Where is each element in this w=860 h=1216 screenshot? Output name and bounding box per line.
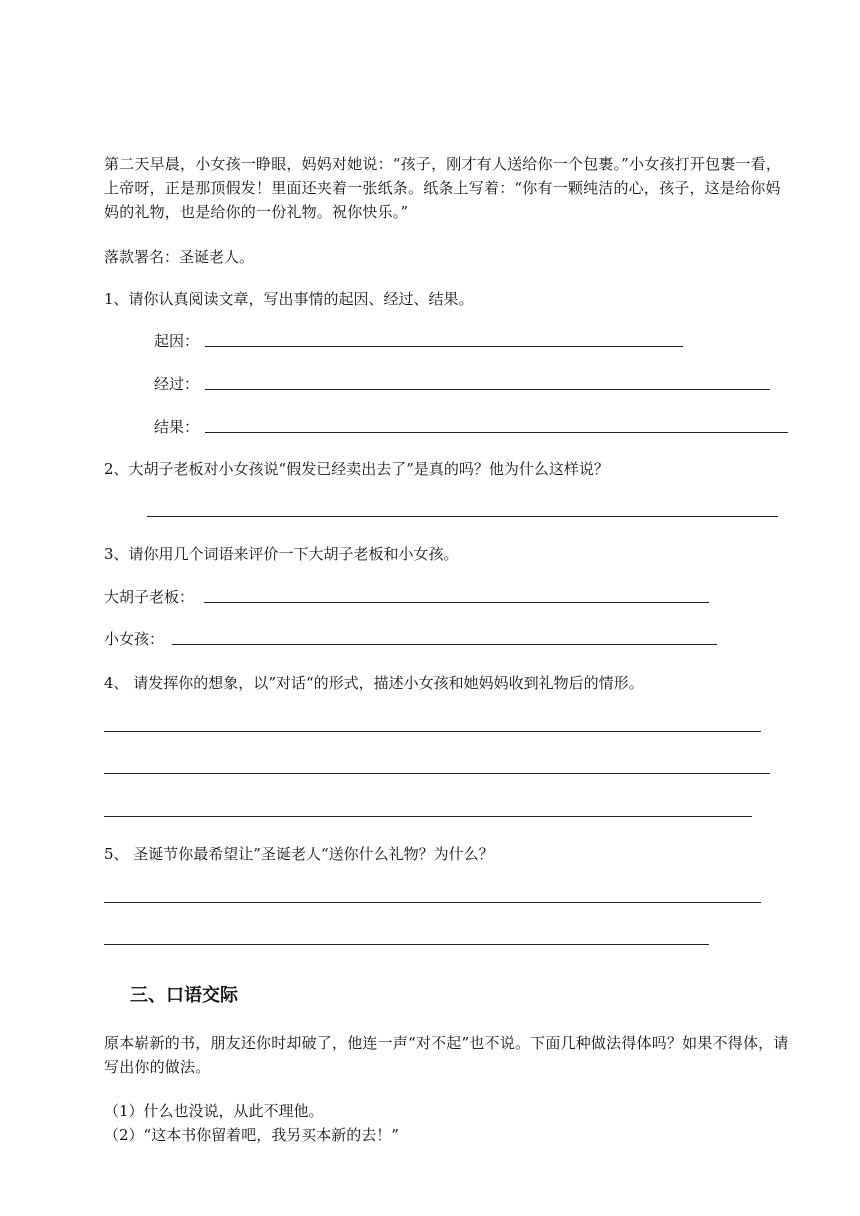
question-1-text: 1、请你认真阅读文章，写出事情的起因、经过、结果。 — [104, 290, 474, 308]
girl-label: 小女孩： — [104, 630, 165, 648]
question-3-text: 3、请你用几个词语来评价一下大胡子老板和小女孩。 — [104, 545, 459, 563]
cause-label: 起因： — [154, 332, 200, 350]
process-label: 经过： — [154, 375, 200, 393]
question-5-text: 5、 圣诞节你最希望让”圣诞老人“送你什么礼物？为什么？ — [104, 845, 494, 863]
passage-signature: 落款署名：圣诞老人。 — [104, 248, 255, 266]
passage-paragraph: 第二天早晨，小女孩一睁眼，妈妈对她说：“孩子，刚才有人送给你一个包裹。”小女孩打开包裹一看，上帝呀，正是那顶假发！里面还夹着一张纸条。纸条上写着：“你有一颗纯洁的心，孩子，这是给你妈妈的礼物，也是给你的一份礼物。祝你快乐。” — [104, 155, 782, 221]
question-5-answer-line-1[interactable] — [104, 902, 761, 903]
section-3-heading: 三、口语交际 — [130, 985, 238, 1006]
question-4-answer-line-1[interactable] — [104, 731, 761, 732]
boss-label: 大胡子老板： — [104, 588, 195, 606]
result-label: 结果： — [154, 418, 200, 436]
question-5-answer-line-2[interactable] — [104, 944, 709, 945]
girl-answer-line[interactable] — [172, 644, 717, 645]
section-3-option-1: （1）什么也没说，从此不理他。 — [104, 1102, 324, 1120]
question-4-answer-line-3[interactable] — [104, 816, 752, 817]
boss-answer-line[interactable] — [204, 602, 709, 603]
cause-answer-line[interactable] — [205, 346, 683, 347]
question-2-text: 2、大胡子老板对小女孩说“假发已经卖出去了”是真的吗？他为什么这样说？ — [104, 460, 609, 478]
question-2-answer-line[interactable] — [147, 516, 778, 517]
section-3-option-2: （2）“这本书你留着吧，我另买本新的去！” — [104, 1126, 399, 1144]
result-answer-line[interactable] — [205, 432, 788, 433]
process-answer-line[interactable] — [205, 389, 770, 390]
question-4-text: 4、 请发挥你的想象，以”对话“的形式，描述小女孩和她妈妈收到礼物后的情形。 — [104, 674, 644, 692]
section-3-prompt: 原本崭新的书，朋友还你时却破了，他连一声“对不起”也不说。下面几种做法得体吗？如果不得体，请写出你的做法。 — [104, 1034, 789, 1076]
question-4-answer-line-2[interactable] — [104, 773, 770, 774]
